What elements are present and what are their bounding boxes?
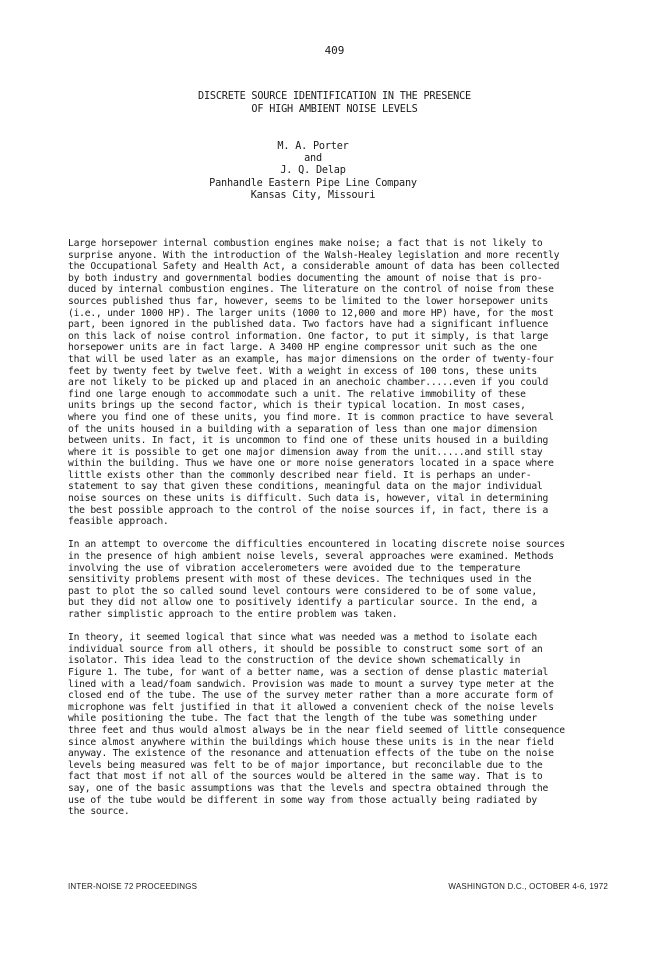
text-line: horsepower units are in fact large. A 3400 HP engine compressor unit such as the one [68,342,537,354]
text-line: closed end of the tube. The use of the survey meter rather than a more accurate form of [68,690,554,702]
text-line: Large horsepower internal combustion engines make noise; a fact that is not likely to [68,238,543,249]
text-line: are not likely to be picked up and placed in an anechoic chamber.....even if you could [68,377,549,389]
text-line: in the presence of high ambient noise levels, several approaches were examined. Methods [68,551,554,563]
affiliation: Panhandle Eastern Pipe Line Company [209,177,417,189]
text-line: noise sources on these units is difficult. Such data is, however, vital in determining [68,493,549,505]
text-line: feet by twenty feet by twelve feet. With a weight in excess of 100 tons, these units [68,365,537,377]
author-2: J. Q. Delap [280,165,346,177]
paragraph [68,632,618,818]
text-line: microphone was felt justified in that it allowed a convenient check of the noise levels [68,701,554,713]
text-line: rather simplistic approach to the entire problem was taken. [68,609,398,620]
text-line: past to plot the so called sound level contours were considered to be of some value, [68,585,537,597]
text-line: by both industry and governmental bodies documenting the amount of noise that is pro- [68,272,543,284]
text-line: part, been ignored in the published data. Two factors have had a significant influence [68,319,549,331]
text-line: sensitivity problems present with most of these devices. The techniques used in the [68,574,532,586]
text-line: levels being measured was felt to be of major importance, but reconcilable due to the [68,759,543,771]
text-line: individual source from all others, it should be possible to construct some sort of an [68,643,543,655]
text-line: statement to say that given these conditions, meaningful data on the major individual [68,481,543,493]
author-conjunction: and [304,153,322,165]
text-line: involving the use of vibration accelerometers were avoided due to the temperature [68,562,521,574]
text-line: In theory, it seemed logical that since what was needed was a method to isolate each [68,632,537,644]
text-line: fact that most if not all of the sources would be altered in the same way. That is to [68,771,543,783]
text-line: duced by internal combustion engines. The literature on the control of noise from these [68,284,554,296]
footer-proceedings: INTER-NOISE 72 PROCEEDINGS [68,882,198,891]
text-line: of the units housed in a building with a separation of less than one major dimension [68,423,537,435]
text-line: In an attempt to overcome the difficulties encountered in locating discrete noise sources [68,539,565,551]
paragraph [68,539,618,620]
text-line: while positioning the tube. The fact that the length of the tube was something under [68,713,537,725]
text-line: units brings up the second factor, which is their typical location. In most cases, [68,400,526,412]
text-line: lined with a lead/foam sandwich. Provision was made to mount a survey type meter at the [68,678,554,690]
text-line: feasible approach. [68,516,169,528]
text-line: within the building. Thus we have one or more noise generators located in a space where [68,458,554,470]
title-line-1: DISCRETE SOURCE IDENTIFICATION IN THE PRESENCE [198,91,471,102]
text-line: isolator. This idea lead to the construction of the device shown schematically in [68,655,521,667]
text-line: on this lack of noise control information. One factor, to put it simply, is that large [68,330,549,342]
text-line: since almost anywhere within the buildings which house these units is in the near field [68,736,554,748]
page-number: 409 [324,44,345,57]
text-line: the source. [68,806,130,818]
location: Kansas City, Missouri [250,189,376,201]
text-line: (i.e., under 1000 HP). The larger units (1000 to 12,000 and more HP) have, for the most [68,307,554,319]
text-line: use of the tube would be different in some way from those actually being radiated by [68,794,537,806]
text-line: that will be used later as an example, has major dimensions on the order of twenty-four [68,353,554,365]
text-line: the Occupational Safety and Health Act, a considerable amount of data has been collected [68,261,560,273]
text-line: where you find one of these units, you find more. It is common practice to have several [68,411,554,423]
text-line: where it is possible to get one major dimension away from the unit.....and still stay [68,446,543,458]
author-1: M. A. Porter [277,141,349,152]
footer-venue: WASHINGTON D.C., OCTOBER 4-6, 1972 [448,882,608,891]
text-line: sources published thus far, however, seems to be limited to the lower horsepower units [68,295,549,307]
text-line: anyway. The existence of the resonance and attenuation effects of the tube on the noise [68,748,554,760]
text-line: Figure 1. The tube, for want of a better name, was a section of dense plastic material [68,666,549,678]
paragraph [68,238,618,528]
text-line: three feet and thus would almost always be in the near field seemed of little consequence [68,724,565,736]
text-line: but they did not allow one to positively identify a particular source. In the end, a [68,597,537,609]
paper-title [0,90,669,116]
title-line-2: OF HIGH AMBIENT NOISE LEVELS [251,104,418,115]
text-line: little exists other than the commonly described near field. It is perhaps an under- [68,469,532,481]
text-line: between units. In fact, it is uncommon to find one of these units housed in a building [68,435,549,447]
text-line: say, one of the basic assumptions was that the levels and spectra obtained through the [68,782,549,794]
text-line: find one large enough to accommodate such a unit. The relative immobility of these [68,388,526,400]
author-block [0,141,626,202]
body-text [68,238,618,829]
text-line: surprise anyone. With the introduction of the Walsh-Healey legislation and more recently [68,249,560,261]
text-line: the best possible approach to the control of the noise sources if, in fact, there is a [68,504,549,516]
